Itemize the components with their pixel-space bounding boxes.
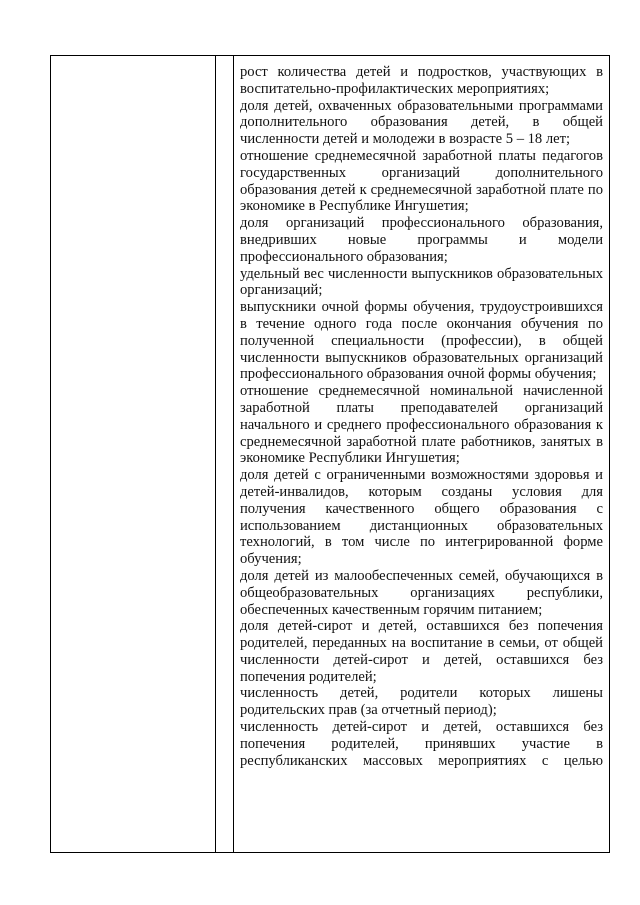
column-divider [233,56,234,852]
indicator-paragraph: доля организаций профессионального образования, внедривших новые программы и модели профессионального образования; [240,215,603,265]
indicators-table [50,55,610,853]
indicator-paragraph: удельный вес численности выпускников образовательных организаций; [240,265,603,299]
indicator-paragraph: доля детей из малообеспеченных семей, обучающихся в общеобразовательных организациях республики, обеспеченных качественным горячим питанием; [240,567,603,618]
indicator-paragraph: выпускники очной формы обучения, трудоустроившихся в течение одного года после окончания обучения по полученной специальности (профессии), в общей численности выпускников образовательных организаций профессионального образования очной формы обучения; [240,299,603,383]
indicator-paragraph: численность детей, родители которых лишены родительских прав (за отчетный период); [240,685,603,719]
column-divider [215,56,216,852]
indicator-paragraph: доля детей-сирот и детей, оставшихся без попечения родителей, переданных на воспитание в семьи, от общей численности детей-сирот и детей, оставшихся без попечения родителей; [240,618,603,685]
indicator-paragraph: отношение среднемесячной номинальной начисленной заработной платы преподавателей организаций начального и среднего профессионального образования к среднемесячной заработной плате работников, занятых в экономике Республики Ингушетия; [240,383,603,467]
indicator-paragraph: доля детей с ограниченными возможностями здоровья и детей-инвалидов, которым созданы условия для получения качественного общего образования с использованием дистанционных образовательных технологий, в том числе по интегрированной форме обучения; [240,467,603,568]
indicator-paragraph: отношение среднемесячной заработной платы педагогов государственных организаций дополнительного образования детей к среднемесячной заработной плате по экономике в Республике Ингушетия; [240,147,603,215]
indicator-paragraph: рост количества детей и подростков, участвующих в воспитательно-профилактических мероприятиях; [240,64,603,97]
indicator-paragraph: доля детей, охваченных образовательными программами дополнительного образования детей, в общей численности детей и молодежи в возрасте 5 – 18 лет; [240,97,603,148]
indicators-cell [240,64,603,852]
indicator-paragraph: численность детей-сирот и детей, оставшихся без попечения родителей, принявших участие в республиканских массовых мероприятиях с целью [240,719,603,769]
